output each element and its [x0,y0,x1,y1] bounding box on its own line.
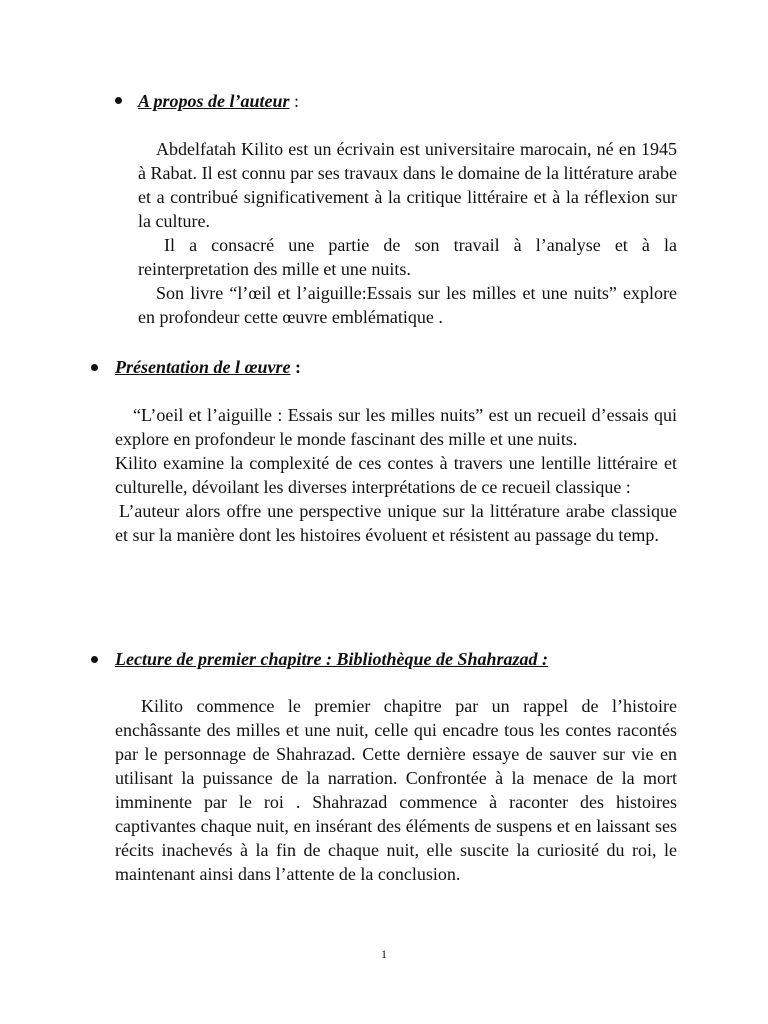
bullet-icon [91,656,98,663]
bullet-icon [91,364,98,371]
section-title: Lecture de premier chapitre : Bibliothèque de Shahrazad : [115,649,548,669]
paragraph: Abdelfatah Kilito est un écrivain est universitaire marocain, né en 1945 à Rabat. Il est connu par ses travaux dans le domaine de la littérature arabe et a contribué significativement à la critique littéraire et à la réflexion sur la culture. [138,139,677,231]
paragraph: Il a consacré une partie de son travail à l’analyse et à la reinterpretation des mille et une nuits. [138,235,677,279]
section-body-author [138,137,677,329]
paragraph: Son livre “l’œil et l’aiguille:Essais sur les milles et une nuits” explore en profondeur cette œuvre emblématique . [138,283,677,327]
page-number: 1 [381,947,387,961]
section-heading-author [138,89,299,113]
paragraph: Kilito commence le premier chapitre par un rappel de l’histoire enchâssante des milles et une nuit, celle qui encadre tous les contes racontés par le personnage de Shahrazad. Cette dernière essaye de sauver sur vie en utilisant la puissance de la narration. Confrontée à la menace de la mort imminente par le roi . Shahrazad commence à raconter des histoires captivantes chaque nuit, en insérant des éléments de suspens et en laissant ses récits inachevés à la fin de chaque nuit, elle suscite la curiosité du roi, le maintenant ainsi dans l’attente de la conclusion. [115,696,677,884]
paragraph: L’auteur alors offre une perspective unique sur la littérature arabe classique et sur la manière dont les histoires évoluent et résistent au passage du temp. [115,501,677,545]
section-title: Présentation de l œuvre [115,357,291,377]
bullet-icon [115,97,122,104]
paragraph: Kilito examine la complexité de ces contes à travers une lentille littéraire et culturelle, dévoilant les diverses interprétations de ce recueil classique : [115,453,677,497]
section-heading-chapter [115,647,548,671]
paragraph: “L’oeil et l’aiguille : Essais sur les milles nuits” est un recueil d’essais qui explore en profondeur le monde fascinant des mille et une nuits. [115,405,677,449]
section-title: A propos de l’auteur [138,91,290,111]
section-body-oeuvre [115,403,677,547]
section-colon: : [295,357,301,377]
section-colon: : [294,91,300,111]
section-heading-oeuvre [115,355,301,379]
section-body-chapter [115,694,677,886]
